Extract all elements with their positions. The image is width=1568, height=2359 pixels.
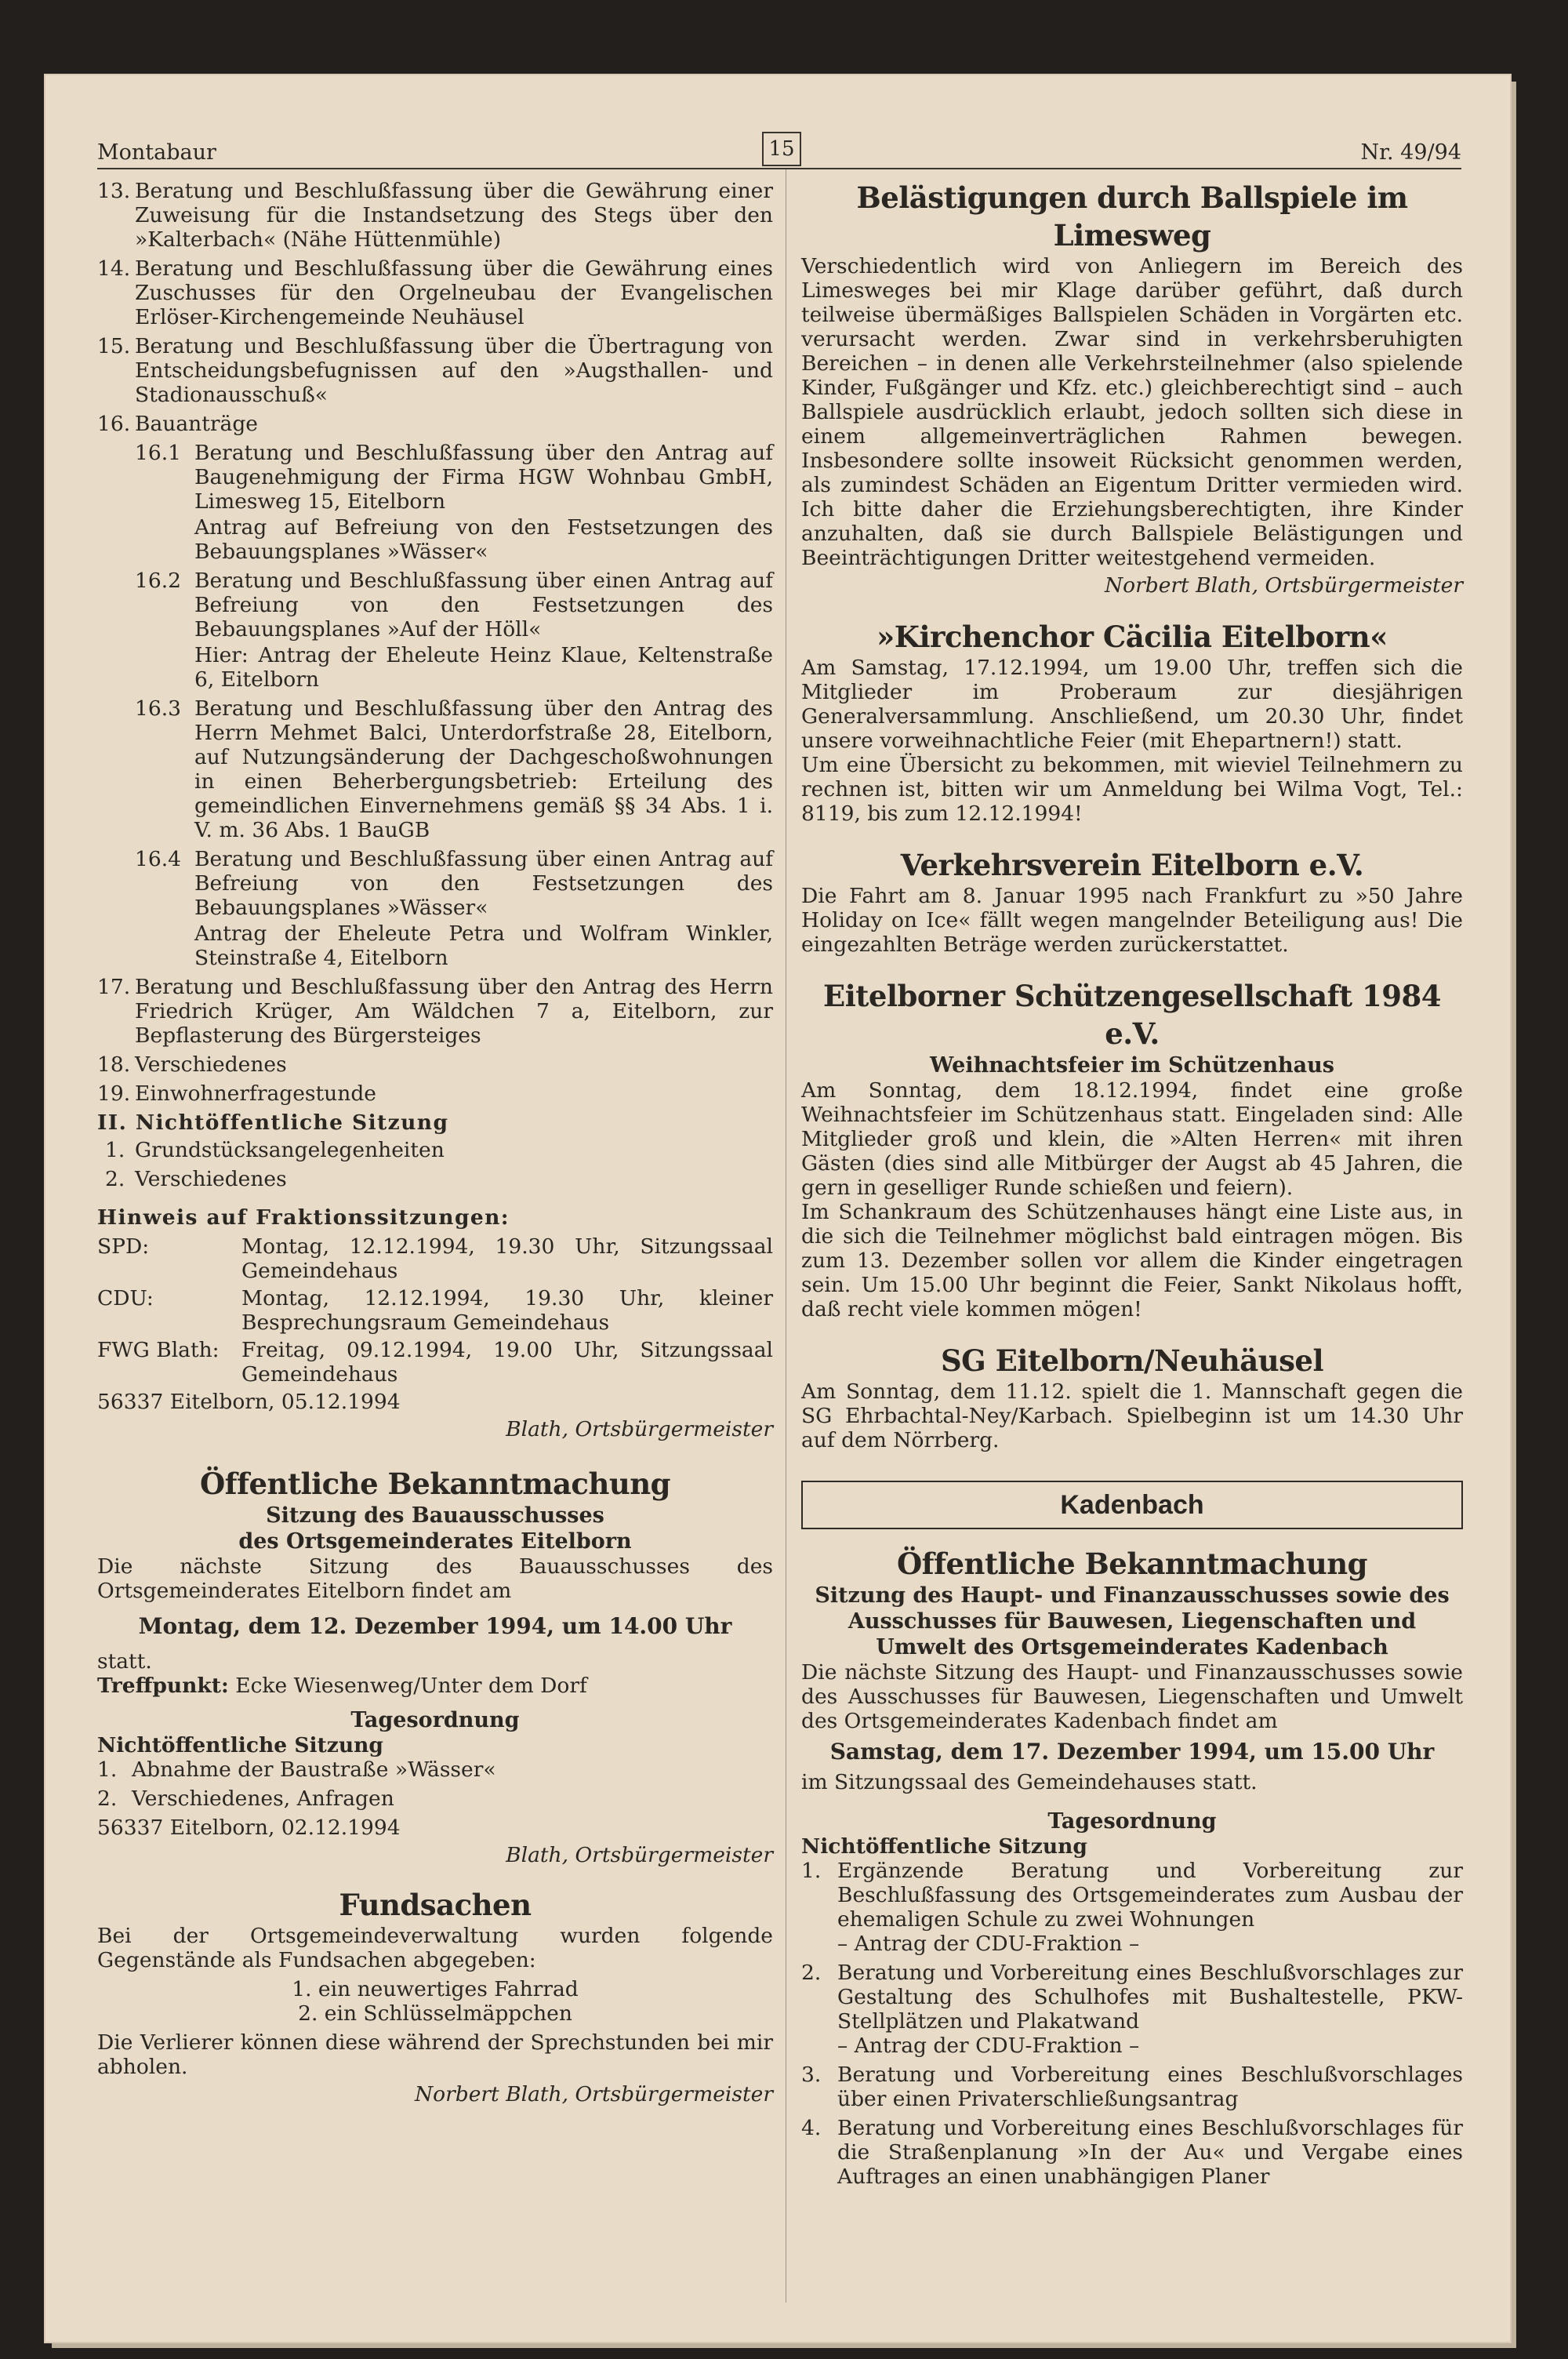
announcement-subtitle: des Ortsgemeinderates Eitelborn — [238, 1529, 632, 1554]
announcement-statt: statt. — [97, 1649, 152, 1674]
article-body: Um eine Übersicht zu bekommen, mit wieviel Teilnehmern zu rechnen ist, bitten wir um Anmeldung bei Wilma Vogt, Tel.: 8119, bis zum 12.12.1994! — [801, 753, 1463, 826]
sub-agenda-item: 16.3 Beratung und Beschlußfassung über den Antrag des Herrn Mehmet Balci, Unterdorfstraße 28, Eitelborn, auf Nutzungsänderung der Dachgeschoßwohnungen in einen Beherbergungsbetrieb: Erteilung des gemeindlichen Einvernehmens gemäß §§ 34 Abs. 1 i. V. m. 36 Abs. 1 BauGB — [135, 696, 773, 842]
nonpublic-label: Nichtöffentliche Sitzung — [801, 1834, 1087, 1859]
sub-agenda-item: 16.1 Beratung und Beschlußfassung über den Antrag auf Baugenehmigung der Firma HGW Wohnbau GmbH, Limesweg 15, Eitelborn Antrag auf Befreiung von den Festsetzungen des Bebauungsplanes »Wässer« — [135, 441, 773, 564]
header-town: Montabaur — [97, 140, 216, 165]
lost-found-outro: Die Verlierer können diese während der Sprechstunden bei mir abholen. — [97, 2030, 773, 2079]
announcement-subtitle: Sitzung des Bauausschusses — [266, 1503, 604, 1528]
lost-found-intro: Bei der Ortsgemeindeverwaltung wurden folgende Gegenstände als Fundsachen abgegeben: — [97, 1924, 773, 1972]
nonpublic-heading: II. Nichtöffentliche Sitzung — [97, 1110, 449, 1135]
section-box-kadenbach: Kadenbach — [801, 1481, 1463, 1529]
announcement-intro: Die nächste Sitzung des Bauausschusses des Ortsgemeinderates Eitelborn findet am — [97, 1554, 773, 1603]
signature: Norbert Blath, Ortsbürgermeister — [1104, 573, 1463, 598]
signature: Norbert Blath, Ortsbürgermeister — [414, 2082, 773, 2106]
announcement-title: Öffentliche Bekanntmachung — [896, 1547, 1368, 1581]
article-body: Die Fahrt am 8. Januar 1995 nach Frankfurt zu »50 Jahre Holiday on Ice« fällt wegen mangelnder Beteiligung aus! Die eingezahlten Beträge werden zurückerstattet. — [801, 884, 1463, 957]
lost-found-title: Fundsachen — [339, 1888, 532, 1922]
agenda-heading: Tagesordnung — [350, 1708, 520, 1732]
agenda-item: 1. Abnahme der Baustraße »Wässer« — [97, 1757, 496, 1782]
agenda-item: 2. Verschiedenes, Anfragen — [97, 1787, 394, 1811]
agenda-item: 14. Beratung und Beschlußfassung über die Gewährung eines Zuschusses für den Orgelneubau der Evangelischen Erlöser-Kirchengemeinde Neuhäusel — [97, 256, 773, 329]
meeting-point: Treffpunkt: Ecke Wiesenweg/Unter dem Dorf — [97, 1674, 587, 1698]
nonpublic-label: Nichtöffentliche Sitzung — [97, 1733, 383, 1757]
agenda-item: 16. Bauanträge — [97, 412, 258, 436]
list-item: 2. ein Schlüsselmäppchen — [298, 2001, 572, 2026]
article-subtitle: Weihnachtsfeier im Schützenhaus — [930, 1053, 1334, 1078]
article-body: Am Sonntag, dem 11.12. spielt die 1. Mannschaft gegen die SG Ehrbachtal-Ney/Karbach. Spielbeginn ist um 14.30 Uhr auf dem Nörrberg. — [801, 1379, 1463, 1452]
announcement-subtitle: Sitzung des Haupt- und Finanzausschusses sowie des Ausschusses für Bauwesen, Liegenschaften und Umwelt des Ortsgemeinderates Kadenbach — [815, 1583, 1450, 1659]
fraktion-entry: CDU: Montag, 12.12.1994, 19.30 Uhr, kleiner Besprechungsraum Gemeindehaus — [97, 1286, 773, 1335]
meeting-place: im Sitzungssaal des Gemeindehauses statt. — [801, 1770, 1258, 1794]
agenda-item: 3. Beratung und Vorbereitung eines Beschlußvorschlages über einen Privaterschließungsantrag — [801, 2063, 1463, 2111]
agenda-item: 15. Beratung und Beschlußfassung über die Übertragung von Entscheidungsbefugnissen auf den »Augsthallen- und Stadionausschuß« — [97, 334, 773, 407]
article-body: Am Samstag, 17.12.1994, um 19.00 Uhr, treffen sich die Mitglieder im Proberaum zur diesjährigen Generalversammlung. Anschließend, um 20.30 Uhr, findet unsere vorweihnachtliche Feier (mit Ehepartnern!) statt. — [801, 656, 1463, 753]
sub-agenda-item: 16.2 Beratung und Beschlußfassung über einen Antrag auf Befreiung von den Festsetzungen des Bebauungsplanes »Auf der Höll« Hier: Antrag der Eheleute Heinz Klaue, Keltenstraße 6, Eitelborn — [135, 569, 773, 692]
article-title: Eitelborner Schützengesellschaft 1984 e.V. — [823, 979, 1441, 1051]
agenda-list-continued — [97, 975, 773, 1106]
page-header — [97, 133, 1461, 169]
right-column — [801, 179, 1463, 2194]
fraktion-heading: Hinweis auf Fraktionssitzungen: — [97, 1205, 510, 1230]
article-title: SG Eitelborn/Neuhäusel — [940, 1343, 1324, 1378]
issue-number: Nr. 49/94 — [1360, 140, 1461, 165]
agenda-item: 17. Beratung und Beschlußfassung über den Antrag des Herrn Friedrich Krüger, Am Wäldchen 7 a, Eitelborn, zur Bepflasterung des Bürgersteiges — [97, 975, 773, 1048]
fraktion-entry: SPD: Montag, 12.12.1994, 19.30 Uhr, Sitzungssaal Gemeindehaus — [97, 1234, 773, 1283]
left-column — [97, 179, 773, 2106]
agenda-list — [97, 179, 773, 436]
agenda-item: 18. Verschiedenes — [97, 1052, 287, 1077]
list-item: 1. ein neuwertiges Fahrrad — [292, 1977, 579, 2001]
place-date: 56337 Eitelborn, 05.12.1994 — [97, 1390, 401, 1414]
article-title: »Kirchenchor Cäcilia Eitelborn« — [877, 620, 1388, 654]
fraktion-entry: FWG Blath: Freitag, 09.12.1994, 19.00 Uhr, Sitzungssaal Gemeindehaus — [97, 1338, 773, 1387]
signature: Blath, Ortsbürgermeister — [506, 1417, 773, 1441]
nonpublic-item: 1. Grundstücksangelegenheiten — [105, 1138, 445, 1162]
announcement-intro: Die nächste Sitzung des Haupt- und Finanzausschusses sowie des Ausschusses für Bauwesen, Liegenschaften und Umwelt des Ortsgemeinderates Kadenbach findet am — [801, 1660, 1463, 1733]
signature: Blath, Ortsbürgermeister — [506, 1843, 773, 1867]
agenda-item: 13. Beratung und Beschlußfassung über die Gewährung einer Zuweisung für die Instandsetzung des Stegs über den »Kalterbach« (Nähe Hüttenmühle) — [97, 179, 773, 252]
meeting-date: Samstag, dem 17. Dezember 1994, um 15.00 Uhr — [829, 1739, 1435, 1765]
article-title: Verkehrsverein Eitelborn e.V. — [900, 848, 1364, 882]
article-body: Im Schankraum des Schützenhauses hängt eine Liste aus, in die sich die Teilnehmer möglichst bald eintragen mögen. Bis zum 13. Dezember sollen vor allem die Kinder eingetragen sein. Um 15.00 Uhr beginnt die Feier, Sankt Nikolaus hofft, daß recht viele kommen mögen! — [801, 1200, 1463, 1321]
agenda-item: 1. Ergänzende Beratung und Vorbereitung zur Beschlußfassung des Ortsgemeinderates zum Ausbau der ehemaligen Schule zu zwei Wohnungen – Antrag der CDU-Fraktion – — [801, 1859, 1463, 1956]
place-date: 56337 Eitelborn, 02.12.1994 — [97, 1816, 401, 1840]
lost-found-list — [97, 1977, 773, 2026]
building-applications — [97, 441, 773, 970]
article-title: Belästigungen durch Ballspiele im Limesweg — [856, 180, 1408, 253]
nonpublic-item: 2. Verschiedenes — [105, 1167, 287, 1191]
meeting-date: Montag, dem 12. Dezember 1994, um 14.00 Uhr — [138, 1613, 732, 1639]
agenda-item: 4. Beratung und Vorbereitung eines Beschlußvorschlages für die Straßenplanung »In der Au« und Vergabe eines Auftrages an einen unabhängigen Planer — [801, 2116, 1463, 2189]
article-body: Am Sonntag, dem 18.12.1994, findet eine große Weihnachtsfeier im Schützenhaus statt. Eingeladen sind: Alle Mitglieder groß und klein, die »Alten Herren« mit ihren Gästen (dies sind alle Mitbürger der Augst ab 45 Jahren, die gern in geselliger Runde schießen und feiern). — [801, 1078, 1463, 1200]
article-body: Verschiedentlich wird von Anliegern im Bereich des Limesweges bei mir Klage darüber geführt, daß durch teilweise übermäßiges Ballspielen Schäden in Vorgärten etc. verursacht werden. Zwar sind in verkehrsberuhigten Bereichen – in denen alle Verkehrsteilnehmer (also spielende Kinder, Fußgänger und Kfz. etc.) gleichberechtigt sind – auch Ballspiele ausdrücklich erlaubt, jedoch sollten sich diese in einem allgemeinverträglichen Rahmen bewegen. Insbesondere sollte insoweit Rücksicht genommen werden, als zumindest Schäden an Eigentum Dritter vermieden wird. Ich bitte daher die Erziehungsberechtigten, ihre Kinder anzuhalten, daß sie durch Ballspiele Belästigungen und Beeinträchtigungen Dritter weitestgehend vermeiden. — [801, 254, 1463, 570]
agenda-heading: Tagesordnung — [1047, 1809, 1217, 1834]
announcement-title: Öffentliche Bekanntmachung — [199, 1467, 671, 1501]
page-number: 15 — [762, 132, 801, 166]
agenda-item: 19. Einwohnerfragestunde — [97, 1081, 376, 1106]
agenda-item: 2. Beratung und Vorbereitung eines Beschlußvorschlages zur Gestaltung des Schulhofes mit Bushaltestelle, PKW-Stellplätzen und Plakatwand – Antrag der CDU-Fraktion – — [801, 1961, 1463, 2058]
sub-agenda-item: 16.4 Beratung und Beschlußfassung über einen Antrag auf Befreiung von den Festsetzungen des Bebauungsplanes »Wässer« Antrag der Eheleute Petra und Wolfram Winkler, Steinstraße 4, Eitelborn — [135, 847, 773, 970]
